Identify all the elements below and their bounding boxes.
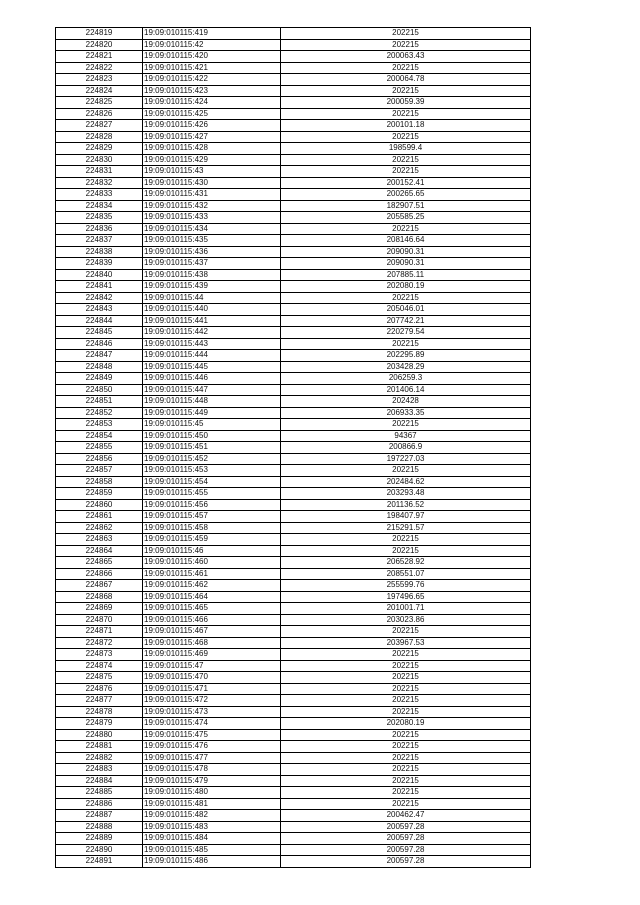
row-value-cell: 206528.92 xyxy=(281,557,531,569)
row-id-cell: 224871 xyxy=(56,626,143,638)
row-value-cell: 202484.62 xyxy=(281,476,531,488)
table-row xyxy=(56,649,531,661)
table-row xyxy=(56,131,531,143)
row-id-cell: 224833 xyxy=(56,189,143,201)
row-id-cell: 224872 xyxy=(56,637,143,649)
table-row xyxy=(56,223,531,235)
table-row xyxy=(56,626,531,638)
row-value-cell: 203967.53 xyxy=(281,637,531,649)
row-value-cell: 200059.39 xyxy=(281,97,531,109)
table-row xyxy=(56,246,531,258)
row-time-cell: 19:09:010115:471 xyxy=(143,683,281,695)
row-id-cell: 224830 xyxy=(56,154,143,166)
row-value-cell: 208551.07 xyxy=(281,568,531,580)
row-time-cell: 19:09:010115:445 xyxy=(143,361,281,373)
row-id-cell: 224870 xyxy=(56,614,143,626)
row-value-cell: 202215 xyxy=(281,706,531,718)
row-value-cell: 197227.03 xyxy=(281,453,531,465)
row-value-cell: 202215 xyxy=(281,108,531,120)
row-id-cell: 224882 xyxy=(56,752,143,764)
row-id-cell: 224863 xyxy=(56,534,143,546)
row-id-cell: 224848 xyxy=(56,361,143,373)
row-id-cell: 224845 xyxy=(56,327,143,339)
row-time-cell: 19:09:010115:430 xyxy=(143,177,281,189)
table-row xyxy=(56,85,531,97)
row-time-cell: 19:09:010115:436 xyxy=(143,246,281,258)
table-row xyxy=(56,39,531,51)
row-id-cell: 224836 xyxy=(56,223,143,235)
row-value-cell: 203023.86 xyxy=(281,614,531,626)
row-time-cell: 19:09:010115:438 xyxy=(143,269,281,281)
row-time-cell: 19:09:010115:443 xyxy=(143,338,281,350)
row-time-cell: 19:09:010115:424 xyxy=(143,97,281,109)
data-table xyxy=(55,27,531,868)
table-row xyxy=(56,741,531,753)
row-time-cell: 19:09:010115:457 xyxy=(143,511,281,523)
row-id-cell: 224842 xyxy=(56,292,143,304)
table-row xyxy=(56,453,531,465)
row-id-cell: 224886 xyxy=(56,798,143,810)
row-id-cell: 224873 xyxy=(56,649,143,661)
row-id-cell: 224822 xyxy=(56,62,143,74)
row-value-cell: 202215 xyxy=(281,166,531,178)
row-time-cell: 19:09:010115:460 xyxy=(143,557,281,569)
table-row xyxy=(56,775,531,787)
row-id-cell: 224869 xyxy=(56,603,143,615)
table-row xyxy=(56,154,531,166)
table-row xyxy=(56,74,531,86)
table-row xyxy=(56,718,531,730)
row-id-cell: 224858 xyxy=(56,476,143,488)
row-value-cell: 202215 xyxy=(281,465,531,477)
row-value-cell: 208146.64 xyxy=(281,235,531,247)
table-row xyxy=(56,350,531,362)
table-row xyxy=(56,315,531,327)
row-value-cell: 209090.31 xyxy=(281,258,531,270)
row-id-cell: 224867 xyxy=(56,580,143,592)
table-row xyxy=(56,545,531,557)
row-value-cell: 200597.28 xyxy=(281,821,531,833)
row-id-cell: 224874 xyxy=(56,660,143,672)
table-row xyxy=(56,235,531,247)
row-value-cell: 202215 xyxy=(281,626,531,638)
row-time-cell: 19:09:010115:464 xyxy=(143,591,281,603)
row-value-cell: 206259.3 xyxy=(281,373,531,385)
row-time-cell: 19:09:010115:474 xyxy=(143,718,281,730)
table-row xyxy=(56,706,531,718)
table-row xyxy=(56,189,531,201)
row-id-cell: 224824 xyxy=(56,85,143,97)
table-row xyxy=(56,419,531,431)
row-time-cell: 19:09:010115:467 xyxy=(143,626,281,638)
table-row xyxy=(56,534,531,546)
row-time-cell: 19:09:010115:468 xyxy=(143,637,281,649)
row-id-cell: 224839 xyxy=(56,258,143,270)
row-value-cell: 202215 xyxy=(281,28,531,40)
row-value-cell: 203293.48 xyxy=(281,488,531,500)
row-time-cell: 19:09:010115:476 xyxy=(143,741,281,753)
row-id-cell: 224841 xyxy=(56,281,143,293)
row-value-cell: 200597.28 xyxy=(281,856,531,868)
table-row xyxy=(56,338,531,350)
row-time-cell: 19:09:010115:440 xyxy=(143,304,281,316)
row-id-cell: 224823 xyxy=(56,74,143,86)
row-time-cell: 19:09:010115:472 xyxy=(143,695,281,707)
table-row xyxy=(56,672,531,684)
row-value-cell: 202215 xyxy=(281,683,531,695)
row-id-cell: 224879 xyxy=(56,718,143,730)
row-id-cell: 224864 xyxy=(56,545,143,557)
row-time-cell: 19:09:010115:484 xyxy=(143,833,281,845)
row-time-cell: 19:09:010115:482 xyxy=(143,810,281,822)
row-value-cell: 207742.21 xyxy=(281,315,531,327)
row-time-cell: 19:09:010115:473 xyxy=(143,706,281,718)
row-value-cell: 205585.25 xyxy=(281,212,531,224)
row-time-cell: 19:09:010115:449 xyxy=(143,407,281,419)
row-id-cell: 224880 xyxy=(56,729,143,741)
table-row xyxy=(56,200,531,212)
row-time-cell: 19:09:010115:479 xyxy=(143,775,281,787)
row-id-cell: 224881 xyxy=(56,741,143,753)
row-value-cell: 206933.35 xyxy=(281,407,531,419)
row-id-cell: 224854 xyxy=(56,430,143,442)
row-id-cell: 224861 xyxy=(56,511,143,523)
row-id-cell: 224891 xyxy=(56,856,143,868)
table-row xyxy=(56,97,531,109)
table-row xyxy=(56,856,531,868)
row-id-cell: 224884 xyxy=(56,775,143,787)
table-row xyxy=(56,499,531,511)
row-value-cell: 202215 xyxy=(281,741,531,753)
row-time-cell: 19:09:010115:458 xyxy=(143,522,281,534)
row-id-cell: 224889 xyxy=(56,833,143,845)
row-id-cell: 224834 xyxy=(56,200,143,212)
row-id-cell: 224849 xyxy=(56,373,143,385)
row-value-cell: 202215 xyxy=(281,649,531,661)
row-value-cell: 202215 xyxy=(281,775,531,787)
row-value-cell: 207885.11 xyxy=(281,269,531,281)
row-id-cell: 224862 xyxy=(56,522,143,534)
table-row xyxy=(56,787,531,799)
table-row xyxy=(56,752,531,764)
row-value-cell: 220279.54 xyxy=(281,327,531,339)
row-value-cell: 202215 xyxy=(281,223,531,235)
row-id-cell: 224868 xyxy=(56,591,143,603)
row-id-cell: 224847 xyxy=(56,350,143,362)
row-time-cell: 19:09:010115:434 xyxy=(143,223,281,235)
row-time-cell: 19:09:010115:448 xyxy=(143,396,281,408)
row-value-cell: 200462.47 xyxy=(281,810,531,822)
row-value-cell: 200152.41 xyxy=(281,177,531,189)
table-row xyxy=(56,660,531,672)
row-time-cell: 19:09:010115:450 xyxy=(143,430,281,442)
row-id-cell: 224887 xyxy=(56,810,143,822)
row-value-cell: 200597.28 xyxy=(281,844,531,856)
row-time-cell: 19:09:010115:455 xyxy=(143,488,281,500)
table-row xyxy=(56,511,531,523)
row-time-cell: 19:09:010115:453 xyxy=(143,465,281,477)
row-id-cell: 224888 xyxy=(56,821,143,833)
table-row xyxy=(56,695,531,707)
row-id-cell: 224846 xyxy=(56,338,143,350)
row-id-cell: 224835 xyxy=(56,212,143,224)
row-time-cell: 19:09:010115:452 xyxy=(143,453,281,465)
row-time-cell: 19:09:010115:435 xyxy=(143,235,281,247)
row-id-cell: 224819 xyxy=(56,28,143,40)
row-time-cell: 19:09:010115:477 xyxy=(143,752,281,764)
table-row xyxy=(56,407,531,419)
table-row xyxy=(56,844,531,856)
row-value-cell: 202215 xyxy=(281,534,531,546)
table-row xyxy=(56,373,531,385)
row-id-cell: 224840 xyxy=(56,269,143,281)
row-time-cell: 19:09:010115:485 xyxy=(143,844,281,856)
table-row xyxy=(56,292,531,304)
row-time-cell: 19:09:010115:428 xyxy=(143,143,281,155)
row-time-cell: 19:09:010115:486 xyxy=(143,856,281,868)
row-value-cell: 200597.28 xyxy=(281,833,531,845)
row-value-cell: 202215 xyxy=(281,292,531,304)
row-id-cell: 224885 xyxy=(56,787,143,799)
row-id-cell: 224876 xyxy=(56,683,143,695)
row-value-cell: 202215 xyxy=(281,62,531,74)
row-time-cell: 19:09:010115:433 xyxy=(143,212,281,224)
table-row xyxy=(56,637,531,649)
row-value-cell: 202215 xyxy=(281,39,531,51)
row-value-cell: 201406.14 xyxy=(281,384,531,396)
row-value-cell: 205046.01 xyxy=(281,304,531,316)
table-row xyxy=(56,821,531,833)
table-row xyxy=(56,281,531,293)
table-row xyxy=(56,522,531,534)
row-id-cell: 224821 xyxy=(56,51,143,63)
table-row xyxy=(56,591,531,603)
row-time-cell: 19:09:010115:480 xyxy=(143,787,281,799)
row-time-cell: 19:09:010115:427 xyxy=(143,131,281,143)
table-row xyxy=(56,729,531,741)
table-row xyxy=(56,108,531,120)
row-time-cell: 19:09:010115:425 xyxy=(143,108,281,120)
row-time-cell: 19:09:010115:420 xyxy=(143,51,281,63)
row-time-cell: 19:09:010115:42 xyxy=(143,39,281,51)
table-row xyxy=(56,476,531,488)
table-row xyxy=(56,396,531,408)
row-id-cell: 224857 xyxy=(56,465,143,477)
row-value-cell: 201001.71 xyxy=(281,603,531,615)
table-row xyxy=(56,810,531,822)
row-time-cell: 19:09:010115:478 xyxy=(143,764,281,776)
row-time-cell: 19:09:010115:483 xyxy=(143,821,281,833)
row-time-cell: 19:09:010115:470 xyxy=(143,672,281,684)
row-time-cell: 19:09:010115:475 xyxy=(143,729,281,741)
row-time-cell: 19:09:010115:459 xyxy=(143,534,281,546)
row-value-cell: 202215 xyxy=(281,672,531,684)
row-time-cell: 19:09:010115:466 xyxy=(143,614,281,626)
row-value-cell: 197496.65 xyxy=(281,591,531,603)
row-id-cell: 224877 xyxy=(56,695,143,707)
table-row xyxy=(56,143,531,155)
row-id-cell: 224826 xyxy=(56,108,143,120)
row-id-cell: 224856 xyxy=(56,453,143,465)
row-id-cell: 224827 xyxy=(56,120,143,132)
row-id-cell: 224825 xyxy=(56,97,143,109)
row-time-cell: 19:09:010115:465 xyxy=(143,603,281,615)
row-value-cell: 200265.65 xyxy=(281,189,531,201)
table-row xyxy=(56,212,531,224)
row-value-cell: 202215 xyxy=(281,338,531,350)
row-value-cell: 202080.19 xyxy=(281,718,531,730)
row-id-cell: 224878 xyxy=(56,706,143,718)
row-time-cell: 19:09:010115:439 xyxy=(143,281,281,293)
row-time-cell: 19:09:010115:481 xyxy=(143,798,281,810)
table-row xyxy=(56,258,531,270)
row-value-cell: 202295.89 xyxy=(281,350,531,362)
row-value-cell: 200063.43 xyxy=(281,51,531,63)
table-row xyxy=(56,603,531,615)
table-row xyxy=(56,798,531,810)
table-row xyxy=(56,384,531,396)
row-time-cell: 19:09:010115:43 xyxy=(143,166,281,178)
row-value-cell: 202215 xyxy=(281,419,531,431)
row-time-cell: 19:09:010115:421 xyxy=(143,62,281,74)
row-time-cell: 19:09:010115:429 xyxy=(143,154,281,166)
table-row xyxy=(56,833,531,845)
row-id-cell: 224828 xyxy=(56,131,143,143)
row-id-cell: 224860 xyxy=(56,499,143,511)
row-id-cell: 224851 xyxy=(56,396,143,408)
row-time-cell: 19:09:010115:451 xyxy=(143,442,281,454)
row-time-cell: 19:09:010115:437 xyxy=(143,258,281,270)
row-time-cell: 19:09:010115:446 xyxy=(143,373,281,385)
row-id-cell: 224850 xyxy=(56,384,143,396)
row-value-cell: 198599.4 xyxy=(281,143,531,155)
row-time-cell: 19:09:010115:461 xyxy=(143,568,281,580)
table-row xyxy=(56,580,531,592)
row-value-cell: 201136.52 xyxy=(281,499,531,511)
table-body xyxy=(56,28,531,868)
table-row xyxy=(56,269,531,281)
row-value-cell: 202080.19 xyxy=(281,281,531,293)
row-id-cell: 224875 xyxy=(56,672,143,684)
row-value-cell: 203428.29 xyxy=(281,361,531,373)
row-time-cell: 19:09:010115:419 xyxy=(143,28,281,40)
row-id-cell: 224820 xyxy=(56,39,143,51)
row-value-cell: 202215 xyxy=(281,764,531,776)
row-id-cell: 224859 xyxy=(56,488,143,500)
row-time-cell: 19:09:010115:447 xyxy=(143,384,281,396)
row-value-cell: 202215 xyxy=(281,729,531,741)
row-time-cell: 19:09:010115:444 xyxy=(143,350,281,362)
row-id-cell: 224865 xyxy=(56,557,143,569)
table-row xyxy=(56,764,531,776)
table-row xyxy=(56,304,531,316)
row-id-cell: 224890 xyxy=(56,844,143,856)
row-time-cell: 19:09:010115:441 xyxy=(143,315,281,327)
row-id-cell: 224866 xyxy=(56,568,143,580)
table-row xyxy=(56,28,531,40)
table-row xyxy=(56,327,531,339)
table-row xyxy=(56,614,531,626)
row-time-cell: 19:09:010115:442 xyxy=(143,327,281,339)
row-id-cell: 224838 xyxy=(56,246,143,258)
row-time-cell: 19:09:010115:423 xyxy=(143,85,281,97)
row-value-cell: 182907.51 xyxy=(281,200,531,212)
row-value-cell: 200101.18 xyxy=(281,120,531,132)
row-time-cell: 19:09:010115:46 xyxy=(143,545,281,557)
row-id-cell: 224883 xyxy=(56,764,143,776)
table-row xyxy=(56,683,531,695)
row-time-cell: 19:09:010115:426 xyxy=(143,120,281,132)
row-value-cell: 209090.31 xyxy=(281,246,531,258)
row-time-cell: 19:09:010115:432 xyxy=(143,200,281,212)
table-row xyxy=(56,465,531,477)
row-value-cell: 202215 xyxy=(281,154,531,166)
table-row xyxy=(56,430,531,442)
table-row xyxy=(56,442,531,454)
table-row xyxy=(56,488,531,500)
row-id-cell: 224832 xyxy=(56,177,143,189)
row-id-cell: 224844 xyxy=(56,315,143,327)
row-id-cell: 224837 xyxy=(56,235,143,247)
row-time-cell: 19:09:010115:469 xyxy=(143,649,281,661)
table-row xyxy=(56,557,531,569)
row-time-cell: 19:09:010115:45 xyxy=(143,419,281,431)
row-value-cell: 202215 xyxy=(281,752,531,764)
table-row xyxy=(56,51,531,63)
row-value-cell: 202215 xyxy=(281,787,531,799)
row-time-cell: 19:09:010115:454 xyxy=(143,476,281,488)
table-row xyxy=(56,166,531,178)
row-time-cell: 19:09:010115:44 xyxy=(143,292,281,304)
row-value-cell: 202215 xyxy=(281,131,531,143)
row-time-cell: 19:09:010115:422 xyxy=(143,74,281,86)
table-row xyxy=(56,177,531,189)
row-time-cell: 19:09:010115:431 xyxy=(143,189,281,201)
row-value-cell: 255599.76 xyxy=(281,580,531,592)
row-value-cell: 198407.97 xyxy=(281,511,531,523)
table-row xyxy=(56,120,531,132)
table-row xyxy=(56,568,531,580)
row-value-cell: 200866.9 xyxy=(281,442,531,454)
row-value-cell: 202215 xyxy=(281,545,531,557)
table-row xyxy=(56,361,531,373)
row-id-cell: 224843 xyxy=(56,304,143,316)
row-id-cell: 224829 xyxy=(56,143,143,155)
row-time-cell: 19:09:010115:47 xyxy=(143,660,281,672)
row-value-cell: 202428 xyxy=(281,396,531,408)
row-time-cell: 19:09:010115:462 xyxy=(143,580,281,592)
row-time-cell: 19:09:010115:456 xyxy=(143,499,281,511)
row-value-cell: 202215 xyxy=(281,695,531,707)
row-value-cell: 202215 xyxy=(281,798,531,810)
table-row xyxy=(56,62,531,74)
row-value-cell: 94367 xyxy=(281,430,531,442)
row-id-cell: 224855 xyxy=(56,442,143,454)
row-value-cell: 200064.78 xyxy=(281,74,531,86)
row-id-cell: 224853 xyxy=(56,419,143,431)
row-id-cell: 224831 xyxy=(56,166,143,178)
row-value-cell: 202215 xyxy=(281,85,531,97)
row-value-cell: 202215 xyxy=(281,660,531,672)
row-value-cell: 215291.57 xyxy=(281,522,531,534)
row-id-cell: 224852 xyxy=(56,407,143,419)
